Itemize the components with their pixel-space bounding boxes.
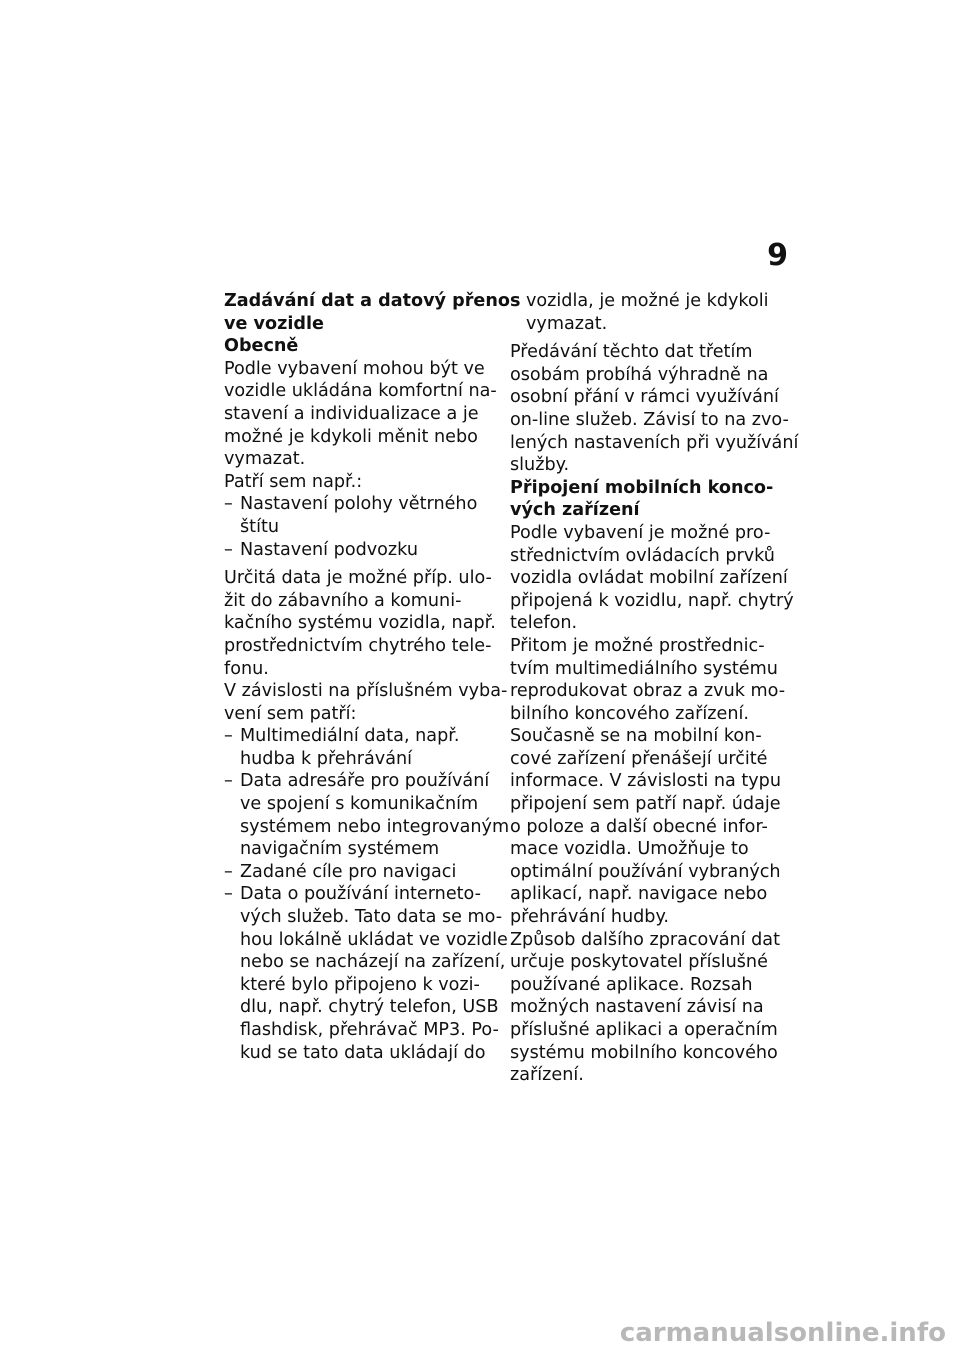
text-line: Přitom je možné prostřednic- [510, 635, 765, 656]
watermark: carmanualsonline.info [619, 1318, 946, 1348]
text-line: vymazat. [224, 449, 306, 470]
right-column [510, 290, 799, 1087]
text-line: připojená k vozidlu, např. chytrý [510, 590, 794, 611]
text-line: o poloze a další obecné infor- [510, 816, 768, 837]
text-line: určuje poskytovatel příslušné [510, 952, 768, 973]
list-dash: – [224, 539, 233, 560]
text-line: Určitá data je možné příp. ulo- [224, 568, 492, 589]
text-line: možných nastavení závisí na [510, 997, 764, 1018]
list-item [224, 725, 490, 748]
list-item-continuation: hudba k přehrávání [240, 748, 413, 769]
text-line: informace. V závislosti na typu [510, 771, 781, 792]
text-line: lených nastaveních při využívání [510, 432, 799, 453]
list-item-text: Data adresáře pro používání [240, 771, 490, 792]
text-line: stavení a individualizace a je [224, 403, 479, 424]
section-heading: Připojení mobilních konco- [510, 477, 774, 498]
text-line: on-line služeb. Závisí to na zvo- [510, 409, 789, 430]
list-item-continuation: vymazat. [526, 313, 608, 334]
page-number: 9 [767, 238, 788, 273]
text-line: mace vozidla. Umožňuje to [510, 839, 749, 860]
text-line: zařízení. [510, 1065, 584, 1086]
text-line: vení sem patří: [224, 703, 357, 724]
text-line: telefon. [510, 613, 578, 634]
text-line: střednictvím ovládacích prvků [510, 545, 775, 566]
text-line: připojení sem patří např. údaje [510, 794, 781, 815]
list-item [224, 493, 490, 516]
text-line: Podle vybavení mohou být ve [224, 358, 485, 379]
list-item-continuation: flashdisk, přehrávač MP3. Po- [240, 1020, 499, 1040]
text-line: Způsob dalšího zpracování dat [510, 929, 780, 950]
list-dash: – [224, 884, 233, 905]
text-line: kačního systému vozidla, např. [224, 613, 496, 634]
text-line: bilního koncového zařízení. [510, 703, 749, 724]
text-line: Současně se na mobilní kon- [510, 726, 762, 747]
list-item-continuation: systémem nebo integrovaným [240, 816, 510, 837]
list-item-continuation: vých služeb. Tato data se mo- [240, 907, 503, 928]
list-item-continuation: nebo se nacházejí na zařízení, [240, 952, 506, 973]
text-line: aplikací, např. navigace nebo [510, 884, 768, 905]
section-heading: Obecně [224, 336, 299, 357]
list-item [224, 539, 490, 562]
text-line: reprodukovat obraz a zvuk mo- [510, 681, 786, 702]
text-line: Podle vybavení je možné pro- [510, 522, 771, 543]
list-item [224, 861, 490, 884]
text-line: vozidle ukládána komfortní na- [224, 381, 497, 402]
text-line: fonu. [224, 658, 269, 679]
text-line: osobám probíhá výhradně na [510, 364, 769, 385]
list-dash: – [224, 726, 233, 747]
list-item-continuation: které bylo připojeno k vozi- [240, 974, 480, 995]
list-item-continuation: štítu [240, 516, 280, 537]
text-line: osobní přání v rámci využívání [510, 387, 779, 408]
list-item-continuation: ve spojení s komunikačním [240, 794, 479, 815]
list-item-continuation: dlu, např. chytrý telefon, USB [240, 997, 499, 1018]
list-item [224, 770, 490, 793]
section-heading: vých zařízení [510, 500, 640, 521]
text-line: možné je kdykoli měnit nebo [224, 426, 478, 447]
text-line: prostřednictvím chytrého tele- [224, 635, 492, 656]
section-heading: Zadávání dat a datový přenos [224, 291, 521, 311]
text-line: příslušné aplikaci a operačním [510, 1020, 778, 1040]
text-line: Předávání těchto dat třetím [510, 342, 753, 363]
text-line: přehrávání hudby. [510, 907, 669, 928]
list-item-text: Nastavení podvozku [240, 539, 418, 560]
list-item-text: Multimediální data, např. [240, 726, 460, 747]
list-dash: – [224, 861, 233, 882]
list-item-text: Data o používání interneto- [240, 884, 481, 905]
list-item-text: Nastavení polohy větrného [240, 494, 478, 515]
text-line: tvím multimediálního systému [510, 658, 778, 679]
list-item-text: Zadané cíle pro navigaci [240, 861, 457, 882]
list-item-continuation: hou lokálně ukládat ve vozidle [240, 929, 508, 950]
list-item-continuation: vozidla, je možné je kdykoli [526, 291, 769, 311]
list-item [224, 883, 490, 906]
text-line: Patří sem např.: [224, 471, 363, 492]
list-item-continuation: navigačním systémem [240, 839, 440, 860]
list-dash: – [224, 771, 233, 792]
text-line: systému mobilního koncového [510, 1042, 778, 1063]
list-item-continuation: kud se tato data ukládají do [240, 1042, 486, 1063]
text-line: cové zařízení přenášejí určité [510, 748, 768, 769]
list-dash: – [224, 494, 233, 515]
text-line: používané aplikace. Rozsah [510, 974, 753, 995]
text-line: V závislosti na příslušném vyba- [224, 681, 508, 702]
left-column [224, 290, 521, 1064]
text-line: služby. [510, 455, 570, 476]
section-heading: ve vozidle [224, 313, 324, 334]
text-line: žit do zábavního a komuni- [224, 590, 462, 611]
text-line: vozidla ovládat mobilní zařízení [510, 568, 788, 589]
text-line: optimální používání vybraných [510, 861, 781, 882]
